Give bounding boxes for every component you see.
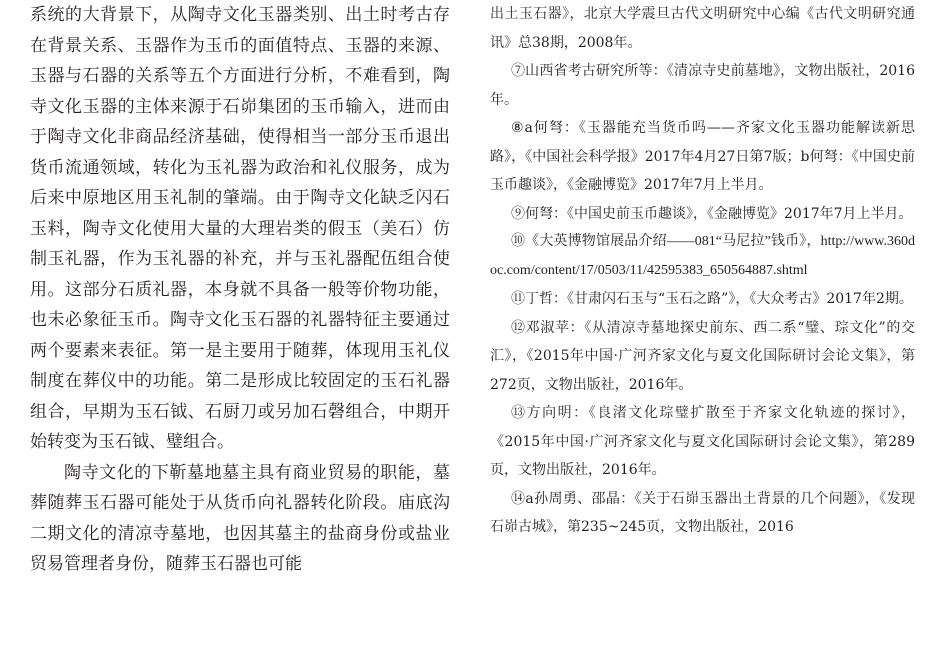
endnote-13: ⑬方向明：《良渚文化琮璧扩散至于齐家文化轨迹的探讨》，《2015年中国·广河齐家文化与夏文化国际研讨会论文集》，第289页，文物出版社，2016年。 (490, 405, 915, 478)
body-paragraph-2: 陶寺文化的下靳墓地墓主具有商业贸易的职能，墓葬随葬玉石器可能处于从货币向礼器转化阶段。庙底沟二期文化的清凉寺墓地，也因其墓主的盐商身份或盐业贸易管理者身份，随葬玉石器也可能 (30, 462, 450, 574)
endnote-14: ⑭a孙周勇、邵晶：《关于石峁玉器出土背景的几个问题》，《发现石峁古城》，第235~245页，文物出版社，2016 (490, 490, 915, 535)
endnote-10: ⑩《大英博物馆展品介绍——081“马尼拉”钱币》，http://www.360doc.com/content/17/0503/11/42595383_650564887.shtml (490, 234, 915, 278)
endnote-8: ⑧a何弩：《玉器能充当货币吗——齐家文化玉器功能解读新思路》，《中国社会科学报》2017年4月27日第7版；b何弩：《中国史前玉币趣谈》，《金融博览》2017年7月上半月。 (490, 120, 915, 193)
body-paragraph-1: 系统的大背景下，从陶寺文化玉器类别、出土时考古存在背景关系、玉器作为玉币的面值特点、玉器的来源、玉器与石器的关系等五个方面进行分析，不难看到，陶寺文化玉器的主体来源于石峁集团的玉币输入，进而由于陶寺文化非商品经济基础，使得相当一部分玉币退出货币流通领域，转化为玉礼器为政治和礼仪服务，成为后来中原地区用玉礼制的肇端。由于陶寺文化缺乏闪石玉料，陶寺文化使用大量的大理岩类的假玉（美石）仿制玉礼器，作为玉礼器的补充，并与玉礼器配伍组合使用。这部分石质礼器，本身就不具备一般等价物功能，也未必象征玉币。陶寺文化玉石器的礼器特征主要通过两个要素来表征。第一是主要用于随葬，体现用玉礼仪制度在葬仪中的功能。第二是形成比较固定的玉石礼器组合，早期为玉石钺、石厨刀或另加石磬组合，中期开始转变为玉石钺、璧组合。 (30, 5, 450, 452)
left-column (30, 0, 450, 580)
endnote-7: ⑦山西省考古研究所等：《清凉寺史前墓地》，文物出版社，2016年。 (490, 63, 915, 108)
endnotes-column (490, 0, 915, 542)
endnote-12: ⑫邓淑苹：《从清凉寺墓地探史前东、西二系“璧、琮文化”的交汇》，《2015年中国·广河齐家文化与夏文化国际研讨会论文集》，第272页，文物出版社，2016年。 (490, 319, 915, 393)
endnote-9: ⑨何弩：《中国史前玉币趣谈》，《金融博览》2017年7月上半月。 (511, 205, 913, 222)
endnote-continuation: 出土玉石器》，北京大学震旦古代文明研究中心编《古代文明研究通讯》总38期，2008年。 (490, 6, 915, 51)
endnote-11: ⑪丁哲：《甘肃闪石玉与“玉石之路”》，《大众考古》2017年2期。 (511, 291, 913, 307)
